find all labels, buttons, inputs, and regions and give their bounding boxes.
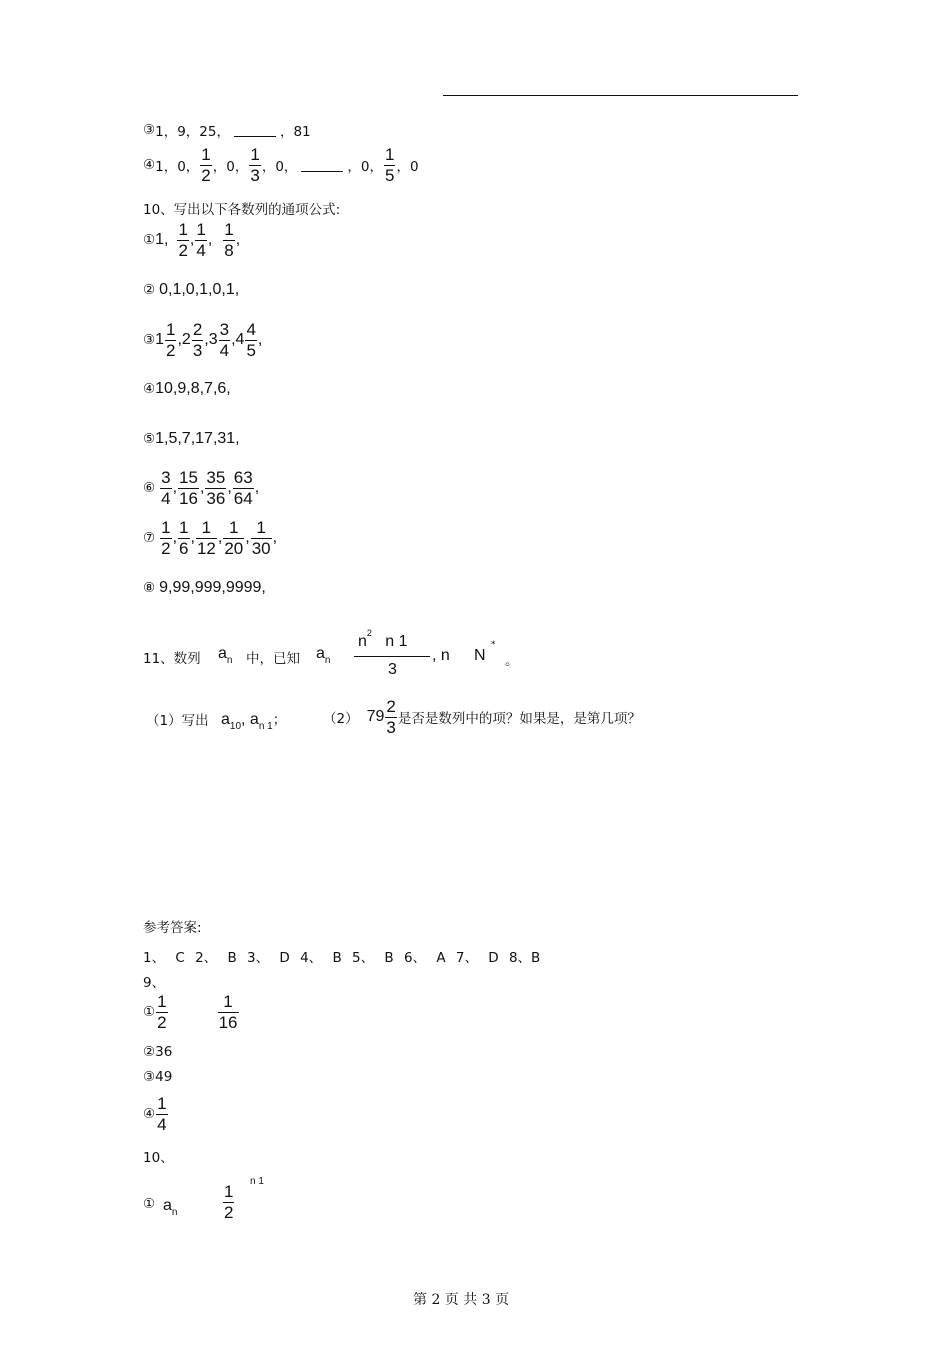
formula-numerator: $n^2$ n 1 bbox=[358, 628, 408, 650]
sequence-text: 10,9,8,7,6, bbox=[155, 380, 231, 397]
item-number: ④ bbox=[143, 1106, 156, 1123]
q10-item-2 bbox=[143, 281, 239, 299]
star-symbol: * bbox=[491, 640, 496, 650]
answer-9-3: ③49 bbox=[143, 1069, 173, 1085]
fraction-bar bbox=[354, 656, 430, 657]
fraction: $\frac{1}{20}$ bbox=[224, 518, 244, 558]
sequence-text: 1,5,7,17,31, bbox=[155, 430, 240, 447]
text: 1, bbox=[155, 231, 169, 249]
q10-heading: 10、写出以下各数列的通项公式: bbox=[143, 202, 341, 218]
text: ，0， bbox=[261, 159, 298, 176]
answer-9-1 bbox=[143, 992, 240, 1032]
item-number: ① bbox=[143, 232, 156, 249]
fraction: $\frac{35}{36}$ bbox=[206, 468, 226, 508]
fraction: $\frac{1}{3}$ bbox=[250, 145, 260, 185]
page-footer: 第 2 页 共 3 页 bbox=[413, 1292, 510, 1308]
fraction: $\frac{1}{5}$ bbox=[385, 145, 395, 185]
item-number: ④ bbox=[143, 381, 156, 397]
q11-part2: （2） 79 $\frac{2}{3}$ 是否是数列中的项？如果是，是第几项？ bbox=[323, 697, 641, 737]
natural-numbers-symbol: N bbox=[474, 647, 486, 664]
q11-part1-terms: $a_{10}$, $a_{n 1}$； bbox=[221, 711, 287, 732]
text: ，0， bbox=[212, 159, 249, 176]
header-rule bbox=[443, 95, 798, 96]
fraction: $\frac{1}{4}$ bbox=[196, 220, 206, 260]
q10-item-5 bbox=[143, 430, 240, 448]
text: ，0， bbox=[347, 159, 384, 176]
fraction: $\frac{1}{30}$ bbox=[251, 518, 271, 558]
q9-item-3 bbox=[143, 120, 311, 140]
mc-answers: 1、 C 2、 B 3、 D 4、 B 5、 B 6、 A 7、 D 8、B bbox=[143, 950, 541, 966]
fraction: $\frac{1}{4}$ bbox=[157, 1094, 167, 1134]
sequence-symbol: $a_n$ bbox=[218, 645, 233, 666]
item-number: ⑧ bbox=[143, 580, 156, 596]
fraction: $\frac{3}{4}$ bbox=[161, 468, 171, 508]
fraction: $\frac{1}{16}$ bbox=[218, 992, 238, 1032]
q11-text: 中，已知 bbox=[246, 651, 300, 667]
exponent: n 1 bbox=[250, 1176, 264, 1187]
q11-part1-label: （1）写出 bbox=[146, 713, 209, 729]
q9-item-4 bbox=[143, 145, 419, 185]
fraction: $\frac{2}{3}$ bbox=[192, 320, 203, 360]
sequence-text: 0,1,0,1,0,1, bbox=[159, 281, 240, 298]
fraction: $\frac{1}{12}$ bbox=[196, 518, 216, 558]
answer-9-4 bbox=[143, 1094, 169, 1134]
fraction: $\frac{1}{2}$ bbox=[201, 145, 211, 185]
item-number: ④ bbox=[143, 157, 156, 174]
q10-item-8 bbox=[143, 579, 266, 597]
answer-9-2: ②36 bbox=[143, 1044, 173, 1060]
q10-item-7: ⑦ $\frac{1}{2}$ , $\frac{1}{6}$ , $\frac{1}{12}$ , $\frac{1}{20}$ , $\frac{1}{30}$ , bbox=[143, 518, 278, 558]
answer-q9-label: 9、 bbox=[143, 975, 166, 991]
question-text: 是否是数列中的项？如果是，是第几项？ bbox=[397, 711, 641, 728]
fraction: $\frac{3}{4}$ bbox=[219, 320, 230, 360]
answers-heading: 参考答案: bbox=[143, 920, 202, 936]
answer-fraction: $\frac{1}{2}$ bbox=[224, 1182, 234, 1222]
fraction: $\frac{1}{2}$ bbox=[166, 320, 176, 360]
text: 1，0， bbox=[155, 159, 200, 176]
q10-item-3: ③ 1 $\frac{1}{2}$ ,2 $\frac{2}{3}$ ,3 $\frac{3}{4}$ ,4 $\frac{4}{5}$ , bbox=[143, 320, 263, 360]
item-number: ⑦ bbox=[143, 530, 156, 547]
item-number: ② bbox=[143, 282, 156, 298]
item-number: ① bbox=[143, 1004, 156, 1021]
fraction: $\frac{4}{5}$ bbox=[246, 320, 256, 360]
q10-item-4 bbox=[143, 380, 231, 398]
q10-item-6: ⑥ $\frac{3}{4}$ , $\frac{15}{16}$ , $\frac{35}{36}$ , $\frac{63}{64}$ , bbox=[143, 468, 260, 508]
sequence-tail: ，81 bbox=[279, 124, 311, 140]
answer-blank bbox=[301, 159, 343, 172]
fraction: $\frac{63}{64}$ bbox=[233, 468, 253, 508]
period: 。 bbox=[505, 653, 519, 669]
fraction: $\frac{15}{16}$ bbox=[179, 468, 198, 508]
text: ，0 bbox=[396, 159, 419, 176]
general-term-symbol: $a_n$ bbox=[163, 1197, 178, 1218]
q10-item-1: ① 1, $\frac{1}{2}$ , $\frac{1}{4}$ , $\frac{1}{8}$ , bbox=[143, 220, 241, 260]
fraction: $\frac{1}{6}$ bbox=[179, 518, 189, 558]
general-term-symbol: $a_n$ bbox=[316, 645, 331, 666]
answer-blank bbox=[234, 124, 276, 137]
item-number: ① bbox=[143, 1196, 156, 1212]
answer-q10-label: 10、 bbox=[143, 1150, 174, 1166]
part-label: （2） bbox=[323, 711, 359, 728]
formula-domain: , n bbox=[432, 647, 450, 664]
fraction: $\frac{2}{3}$ bbox=[386, 697, 396, 737]
sequence-values: 1，9，25， bbox=[155, 124, 230, 140]
item-number: ⑥ bbox=[143, 480, 156, 497]
item-number: ③ bbox=[143, 332, 156, 349]
item-number: ③ bbox=[143, 122, 156, 138]
q11-heading: 11、数列 bbox=[143, 651, 201, 667]
item-number: ⑤ bbox=[143, 431, 156, 447]
fraction: $\frac{1}{8}$ bbox=[224, 220, 234, 260]
formula-denominator: 3 bbox=[388, 661, 397, 678]
fraction: $\frac{1}{2}$ bbox=[161, 518, 171, 558]
sequence-text: 9,99,999,9999, bbox=[159, 579, 266, 596]
fraction: $\frac{1}{2}$ bbox=[157, 992, 167, 1032]
fraction: $\frac{1}{2}$ bbox=[178, 220, 188, 260]
